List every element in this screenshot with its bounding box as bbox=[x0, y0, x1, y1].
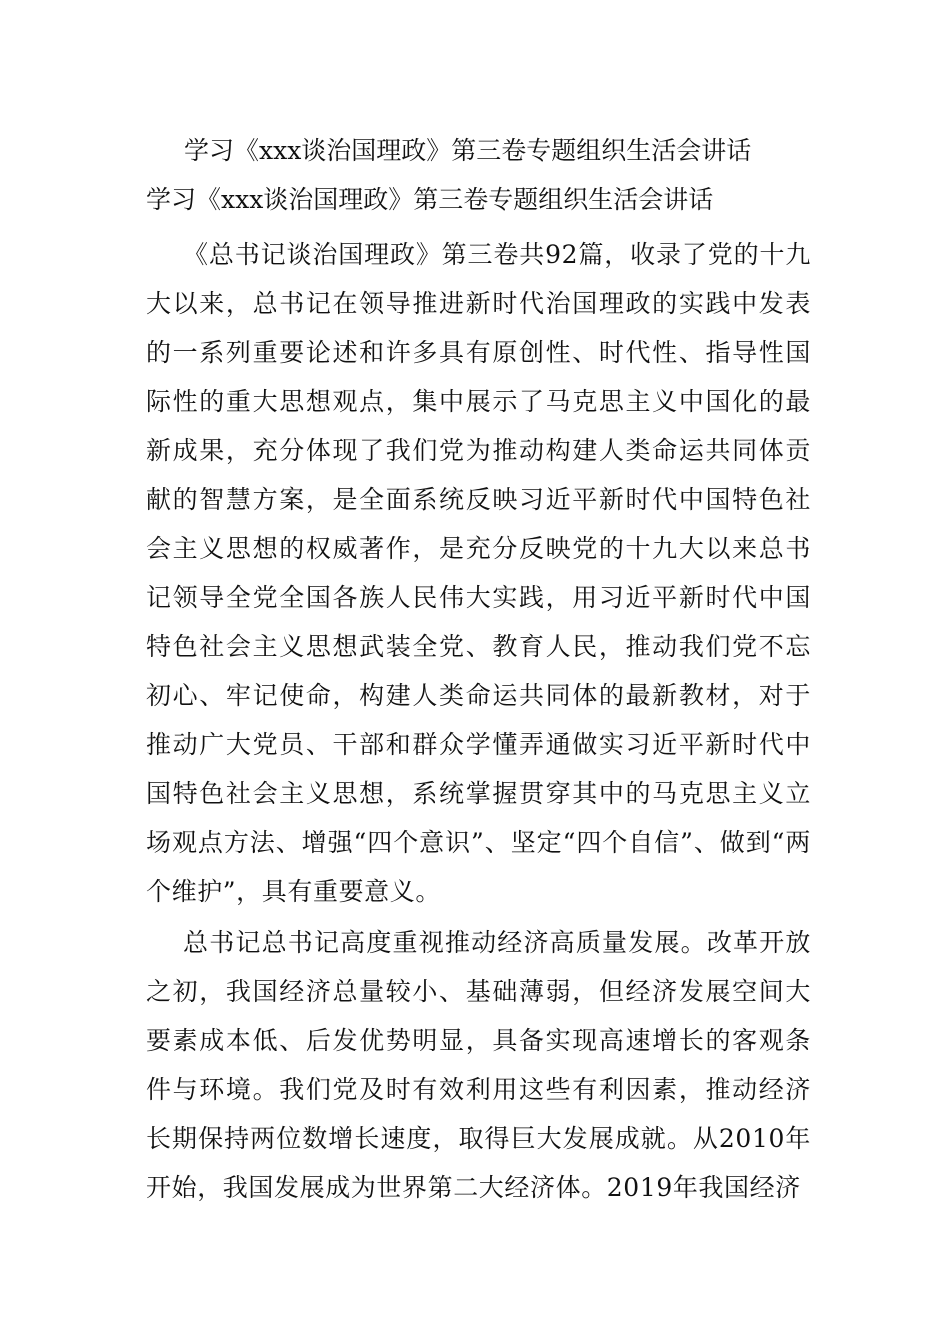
body-paragraph-2: 总书记总书记高度重视推动经济高质量发展。改革开放之初，我国经济总量较小、基础薄弱，但经济发展空间大要素成本低、后发优势明显，具备实现高速增长的客观条件与环境。我们党及时有效利用这些有利因素，推动经济长期保持两位数增长速度，取得巨大发展成就。从2010年开始，我国发展成为世界第二大经济体。2019年我国经济 bbox=[146, 928, 811, 1202]
body-paragraph-1: 《总书记谈治国理政》第三卷共92篇，收录了党的十九大以来，总书记在领导推进新时代治国理政的实践中发表的一系列重要论述和许多具有原创性、时代性、指导性国际性的重大思想观点，集中展示了马克思主义中国化的最新成果，充分体现了我们党为推动构建人类命运共同体贡献的智慧方案，是全面系统反映习近平新时代中国特色社会主义思想的权威著作，是充分反映党的十九大以来总书记领导全党全国各族人民伟大实践，用习近平新时代中国特色社会主义思想武装全党、教育人民，推动我们党不忘初心、牢记使命，构建人类命运共同体的最新教材，对于推动广大党员、干部和群众学懂弄通做实习近平新时代中国特色社会主义思想，系统掌握贯穿其中的马克思主义立场观点方法、增强“四个意识”、坚定“四个自信”、做到“两个维护”，具有重要意义。 bbox=[146, 240, 811, 906]
document-subtitle: 学习《xxx谈治国理政》第三卷专题组织生活会讲话 bbox=[146, 185, 714, 214]
document-title: 学习《xxx谈治国理政》第三卷专题组织生活会讲话 bbox=[184, 136, 752, 165]
